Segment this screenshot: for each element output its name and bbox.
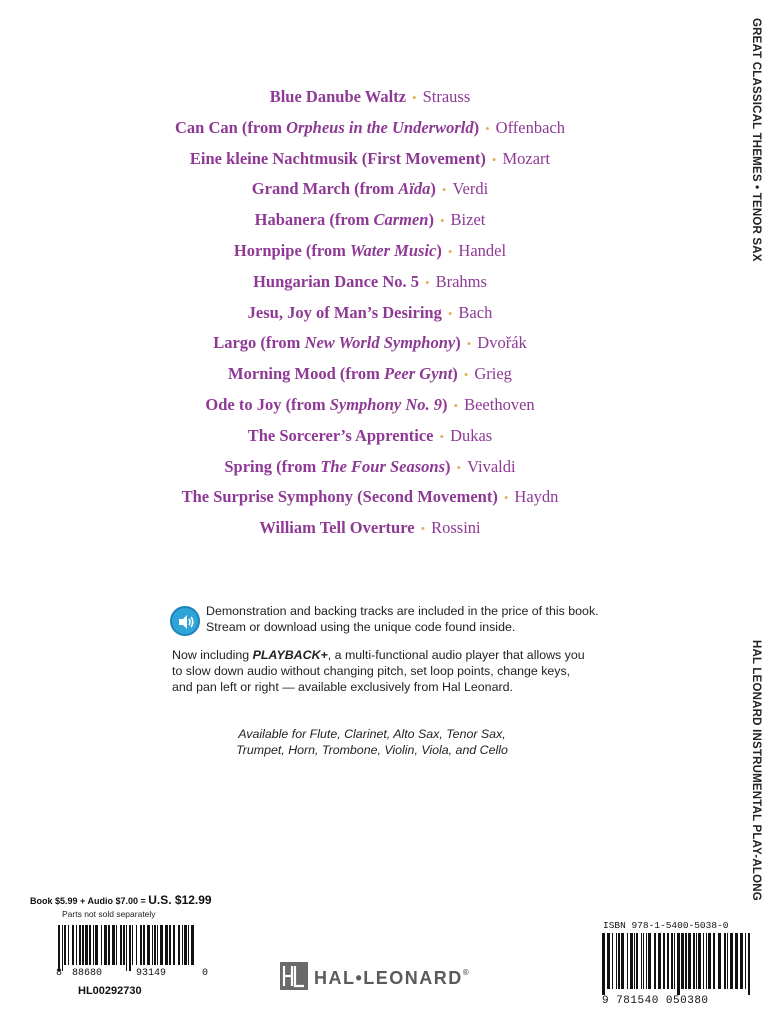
track-title-text: Hornpipe (from — [233, 240, 351, 260]
track-title-text: ) — [436, 240, 442, 260]
publisher-name — [314, 968, 469, 989]
track-title-italic: New World Symphony — [304, 333, 456, 353]
track-title-italic: Water Music — [350, 240, 437, 260]
track-composer: Vivaldi — [467, 456, 516, 476]
track-title-italic: Aïda — [398, 179, 431, 199]
audio-line-2: Stream or download using the unique code found inside. — [206, 620, 516, 634]
track-title — [205, 395, 447, 414]
instruments-line-1: Available for Flute, Clarinet, Alto Sax, Tenor Sax, — [238, 727, 506, 741]
track-item — [120, 390, 620, 421]
bullet-separator: • — [439, 213, 445, 229]
track-title-italic: The Four Seasons — [320, 456, 446, 476]
price-total: U.S. $12.99 — [148, 893, 212, 907]
track-title-text: ) — [455, 333, 461, 353]
hal-leonard-logo-icon — [280, 962, 308, 990]
upc-first-digit: 8 — [56, 968, 63, 979]
playback-name: PLAYBACK+ — [252, 648, 328, 662]
track-title — [175, 118, 479, 137]
bullet-separator: • — [412, 90, 417, 105]
track-title — [252, 179, 436, 198]
track-title — [234, 241, 442, 260]
track-item — [120, 452, 620, 483]
track-title — [248, 426, 434, 445]
playback-description — [172, 647, 632, 695]
bullet-separator: • — [439, 428, 445, 444]
bullet-separator: • — [463, 367, 469, 383]
track-composer: Dukas — [450, 425, 493, 445]
track-title-italic: Carmen — [373, 210, 429, 230]
parts-note: Parts not sold separately — [62, 909, 156, 919]
track-composer: Strauss — [422, 87, 471, 106]
track-composer: Mozart — [502, 148, 551, 168]
bullet-separator: • — [456, 459, 462, 475]
track-title-text: The Sorcerer’s Apprentice — [247, 425, 434, 445]
track-title — [224, 457, 450, 476]
track-title — [213, 333, 461, 352]
track-title — [255, 210, 434, 229]
bullet-separator: • — [466, 336, 472, 352]
track-item — [120, 298, 620, 329]
instrument-availability — [172, 726, 572, 758]
track-composer: Grieg — [474, 364, 512, 384]
price-line — [30, 893, 240, 907]
track-title-text: Ode to Joy (from — [205, 394, 330, 414]
track-title-text: ) — [430, 179, 436, 199]
upc-barcode — [58, 925, 198, 971]
track-item — [120, 267, 620, 298]
upc-last-digit: 0 — [202, 968, 209, 979]
track-composer: Brahms — [435, 271, 487, 291]
bullet-separator: • — [485, 120, 490, 136]
track-title-text: ) — [442, 394, 448, 414]
isbn-label: ISBN 978-1-5400-5038-0 — [603, 920, 729, 931]
isbn-barcode — [602, 933, 754, 995]
bullet-separator: • — [447, 243, 453, 259]
track-title — [259, 518, 414, 537]
track-title-italic: Orpheus in the Underworld — [286, 117, 474, 137]
track-composer: Offenbach — [495, 117, 565, 137]
track-composer: Beethoven — [464, 394, 535, 414]
instruments-line-2: Trumpet, Horn, Trombone, Violin, Viola, and Cello — [236, 743, 508, 757]
track-item — [120, 236, 620, 267]
track-composer: Bach — [458, 302, 493, 322]
registered-mark: ® — [462, 968, 469, 977]
bullet-separator: • — [441, 182, 447, 198]
track-title — [270, 87, 406, 106]
track-title-text: William Tell Overture — [259, 518, 415, 538]
track-title-text: Can Can (from — [175, 117, 287, 137]
track-list — [120, 82, 620, 544]
track-title-text: Blue Danube Waltz — [269, 87, 407, 106]
track-title — [190, 149, 486, 168]
bullet-separator: • — [503, 490, 509, 506]
track-title-text: ) — [452, 364, 458, 384]
price-info — [30, 893, 240, 919]
price-prefix: Book $5.99 + Audio $7.00 = — [30, 896, 149, 906]
bullet-separator: • — [453, 397, 459, 413]
audio-line-1: Demonstration and backing tracks are included in the price of this book. — [206, 604, 599, 618]
track-title — [253, 272, 419, 291]
playback-pre: Now including — [172, 648, 253, 662]
bullet-separator: • — [420, 521, 426, 537]
track-item — [120, 482, 620, 513]
bullet-separator: • — [491, 151, 497, 167]
track-title-text: ) — [445, 456, 451, 476]
bullet-separator: • — [425, 274, 430, 290]
track-title-text: Jesu, Joy of Man’s Desiring — [247, 302, 442, 322]
track-item — [120, 359, 620, 390]
upc-right-digits: 93149 — [136, 968, 167, 979]
speaker-icon — [170, 606, 200, 636]
track-composer: Haydn — [514, 487, 559, 507]
track-item — [120, 421, 620, 452]
track-title — [248, 303, 442, 322]
track-item — [120, 174, 620, 205]
track-title-text: ) — [428, 210, 434, 230]
upc-left-digits: 88680 — [72, 968, 103, 979]
track-item — [120, 144, 620, 175]
track-composer: Handel — [458, 240, 507, 260]
track-title-text: Habanera (from — [254, 210, 374, 230]
publisher-name-text: HAL•LEONARD — [314, 968, 463, 988]
track-title-italic: Symphony No. 9 — [329, 394, 443, 414]
track-composer: Verdi — [452, 179, 489, 199]
bullet-separator: • — [447, 305, 453, 321]
track-title-text: Spring (from — [224, 456, 321, 476]
track-title-text: ) — [473, 117, 480, 137]
playback-line-2: to slow down audio without changing pitch, set loop points, change keys, — [172, 664, 571, 678]
spine-series: HAL LEONARD INSTRUMENTAL PLAY-ALONG — [750, 640, 762, 901]
track-title-text: Grand March (from — [251, 179, 399, 199]
track-title-text: The Surprise Symphony (Second Movement) — [181, 487, 498, 507]
item-code: HL00292730 — [78, 985, 142, 997]
playback-line-1 — [172, 647, 632, 663]
track-title-text: Hungarian Dance No. 5 — [253, 271, 420, 291]
track-title — [182, 487, 498, 506]
track-title — [228, 364, 458, 383]
track-title-text: Eine kleine Nachtmusik (First Movement) — [189, 148, 486, 168]
track-item — [120, 328, 620, 359]
spine-title: GREAT CLASSICAL THEMES • TENOR SAX — [750, 18, 762, 262]
track-item — [120, 82, 620, 113]
track-title-text: Morning Mood (from — [228, 364, 385, 384]
track-title-italic: Peer Gynt — [384, 364, 453, 384]
isbn-digits: 9 781540 050380 — [602, 995, 709, 1007]
playback-post: , a multi-functional audio player that allows you — [327, 648, 585, 662]
track-item — [120, 205, 620, 236]
audio-info — [172, 603, 632, 695]
playback-line-3: and pan left or right — available exclusively from Hal Leonard. — [172, 680, 513, 694]
track-composer: Dvořák — [477, 333, 527, 353]
track-item — [120, 513, 620, 544]
track-composer: Rossini — [431, 518, 481, 538]
track-item — [120, 113, 620, 144]
track-title-text: Largo (from — [213, 333, 305, 353]
track-composer: Bizet — [450, 210, 486, 230]
